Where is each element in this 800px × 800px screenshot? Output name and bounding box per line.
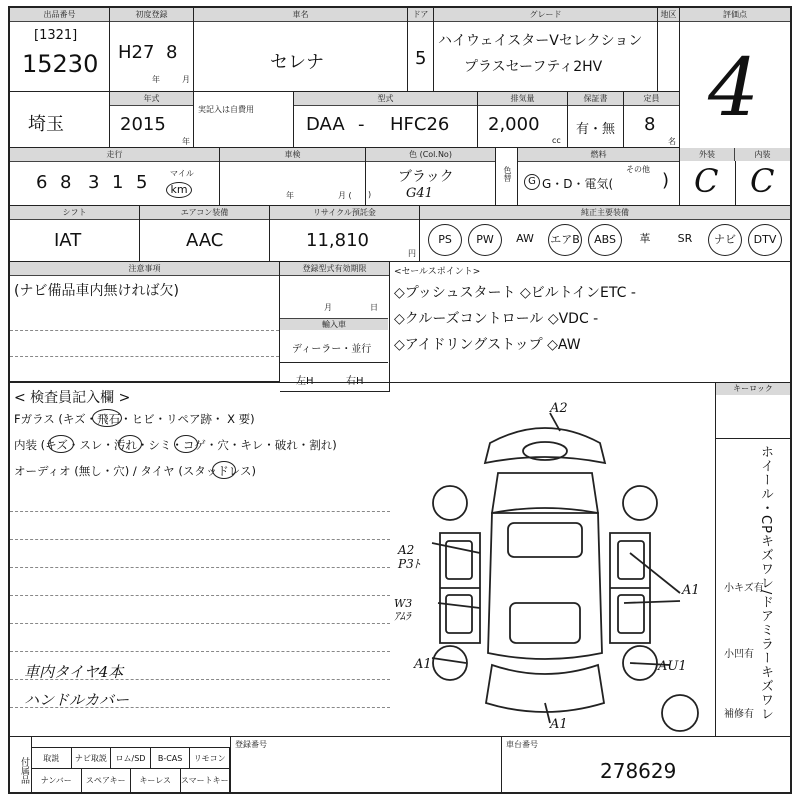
warranty-cell xyxy=(568,92,624,148)
region-cell xyxy=(10,92,110,148)
equipment-item: DTV xyxy=(748,224,782,256)
shift-header: シフト xyxy=(10,206,139,220)
doors-header: ドア xyxy=(408,8,433,22)
side-note-1: 小キズ有 xyxy=(724,583,764,594)
displacement-value: 2,000 xyxy=(488,114,540,135)
mileage-km-circle xyxy=(166,182,192,198)
capacity-cell xyxy=(624,92,680,148)
fuel-other-label: その他 xyxy=(626,165,650,174)
equipment-item: PS xyxy=(428,224,462,256)
reg-number-cell xyxy=(230,737,502,793)
displacement-cell xyxy=(478,92,568,148)
fuel-header: 燃料 xyxy=(518,148,679,162)
chassis-number: 278629 xyxy=(600,759,677,783)
mileage-digit-3: 3 xyxy=(88,172,100,193)
reg-box-dealer: ディーラー・並行 xyxy=(292,344,372,355)
color-side-label: 色替 xyxy=(503,166,512,182)
side-note-2: 小凹有 xyxy=(724,649,754,660)
fuel-options: G・D・電気( xyxy=(542,177,614,191)
accessory-bottom-item: スマートキー xyxy=(181,769,231,793)
damage-mark-left-front: A2 P3ﾄ xyxy=(398,543,420,571)
ac-value: AAC xyxy=(186,230,224,251)
equipment-item: SR xyxy=(677,232,693,245)
first-reg-era: H27 xyxy=(118,42,155,63)
ext-int-divider xyxy=(735,161,736,206)
key-lock-header: キーロック xyxy=(716,383,790,395)
bottom-row xyxy=(10,736,790,792)
inspection-header: 車検 xyxy=(220,148,365,162)
reg-box-day: 日 xyxy=(370,303,378,312)
int-header: 内装 xyxy=(735,148,790,161)
equipment-item: ABS xyxy=(588,224,622,256)
key-lock-box xyxy=(716,395,790,439)
car-name-cell xyxy=(194,8,408,92)
accessory-grid xyxy=(32,737,230,793)
model-prefix: DAA xyxy=(306,114,345,135)
lot-number-header: 出品番号 xyxy=(10,8,109,22)
equipment-item: 革 xyxy=(639,232,651,245)
shift-cell xyxy=(10,206,140,262)
mileage-header: 走行 xyxy=(10,148,219,162)
accessory-top-item: B-CAS xyxy=(151,747,191,769)
region-blank-cell xyxy=(658,8,680,92)
side-note-3: 補修有 xyxy=(724,709,754,720)
inspector-line-2: 内装 (キズ・スレ・汚れ・シミ・コゲ・穴・キレ・破れ・割れ) xyxy=(14,438,337,452)
lot-number: 15230 xyxy=(22,50,99,78)
notes-header: 注意事項 xyxy=(10,262,279,276)
score-value: 4 xyxy=(708,41,759,134)
fuel-close: ) xyxy=(662,170,670,191)
reg-box-divider xyxy=(280,362,388,363)
mark-circle-kizu xyxy=(48,435,74,453)
notes-cell xyxy=(10,262,280,382)
color-code: G41 xyxy=(406,186,433,201)
recycle-cell xyxy=(270,206,420,262)
doors-cell xyxy=(408,8,434,92)
inspector-line-3: オーディオ (無し・穴) / タイヤ (スタッドレス) xyxy=(14,464,256,478)
inspector-section xyxy=(10,382,716,736)
notes-text: (ナビ備品車内無ければ欠) xyxy=(14,283,179,299)
equipment-item: エアB xyxy=(548,224,582,256)
region-value: 埼玉 xyxy=(28,114,64,135)
grade-line1: ハイウェイスターVセレクション xyxy=(438,33,643,49)
accessory-label: 付属品 xyxy=(10,737,32,793)
first-reg-year-unit: 年 xyxy=(152,75,160,84)
sales-point-header: <セールスポイント> xyxy=(394,267,481,277)
inspection-year-label: 年 xyxy=(286,191,294,200)
equipment-item: PW xyxy=(468,224,502,256)
inspector-line xyxy=(10,539,390,540)
mark-circle-studless xyxy=(212,461,236,479)
damage-mark-front: A2 xyxy=(550,401,568,416)
ac-cell xyxy=(140,206,270,262)
warranty-value: 有・無 xyxy=(576,122,616,137)
color-side-cell xyxy=(496,148,518,206)
damage-mark-rear: A1 xyxy=(550,717,568,732)
reg-box-header: 登録型式有効期限 xyxy=(280,262,389,276)
region-code-header: 地区 xyxy=(658,8,679,22)
sales-point-1: ◇プッシュスタート ◇ビルトインETC - xyxy=(394,285,636,301)
sales-point-2: ◇クルーズコントロール ◇VDC - xyxy=(394,311,599,327)
fuel-g-circled: G xyxy=(528,176,536,187)
damage-mark-left-wheel: A1 xyxy=(414,657,432,672)
car-name: セレナ xyxy=(270,52,324,73)
recycle-value: 11,810 xyxy=(306,230,369,251)
mileage-mile-label: マイル xyxy=(170,169,194,178)
ext-header: 外装 xyxy=(680,148,735,161)
notes-line xyxy=(10,330,279,331)
side-column xyxy=(716,382,790,736)
grade-line2: プラスセーフティ2HV xyxy=(464,59,603,75)
inspection-close: ) xyxy=(368,190,372,199)
mileage-digit-5: 5 xyxy=(136,172,148,193)
accessory-top-item: リモコン xyxy=(190,747,230,769)
recycle-header: リサイクル預託金 xyxy=(270,206,419,220)
handwritten-note-2: ハンドルカバー xyxy=(24,691,130,709)
model-code: HFC26 xyxy=(390,114,450,135)
model-year-cell xyxy=(110,92,194,148)
lot-number-cell xyxy=(10,8,110,92)
model-year-unit: 年 xyxy=(182,137,190,146)
reg-box-month: 月 xyxy=(324,303,332,312)
capacity-value: 8 xyxy=(644,114,656,135)
model-dash: - xyxy=(358,114,365,135)
mark-circle-shimi xyxy=(174,435,198,453)
lot-sub: [1321] xyxy=(34,28,78,43)
reg-box-cell xyxy=(280,262,390,392)
side-vertical-label: ホイール・CPキズワレ/ドアミラーキズワレ xyxy=(758,445,773,722)
sales-point-cell xyxy=(390,262,790,382)
mark-circle-tobiishi xyxy=(92,409,122,427)
fuel-g-circle xyxy=(524,174,540,190)
equipment-item: AW xyxy=(516,232,534,245)
doors-value: 5 xyxy=(415,48,427,69)
inspector-line xyxy=(10,567,390,568)
first-reg-header: 初度登録 xyxy=(110,8,193,22)
grade-cell xyxy=(434,8,658,92)
accessory-bottom-item: スペアキー xyxy=(82,769,132,793)
model-year-note-cell xyxy=(194,92,294,148)
reg-box-import-label: 輸入車 xyxy=(280,318,388,330)
handwritten-note-1: 車内タイヤ4本 xyxy=(24,663,124,681)
car-diagram xyxy=(380,403,710,733)
accessory-top-item: 取説 xyxy=(32,747,72,769)
int-grade: C xyxy=(750,162,775,200)
mileage-km-label: km xyxy=(170,183,188,196)
model-year-note: 実記入は自費用 xyxy=(198,105,254,114)
inspector-line xyxy=(10,595,390,596)
shift-value: IAT xyxy=(54,230,82,251)
capacity-unit: 名 xyxy=(668,137,676,146)
accessory-bottom-item: ナンバー xyxy=(32,769,82,793)
accessory-top-item: ナビ取説 xyxy=(72,747,112,769)
inspection-month-label: 月 ( xyxy=(338,191,352,200)
inspection-cell xyxy=(220,148,366,206)
equipment-header: 純正主要装備 xyxy=(420,206,790,220)
color-cell xyxy=(366,148,496,206)
ext-int-cell xyxy=(680,148,790,206)
damage-mark-left-rear: W3 ｱﾑﾗ xyxy=(394,597,413,623)
model-year-header: 年式 xyxy=(110,92,193,106)
mark-circle-yogore xyxy=(118,435,142,453)
mileage-digit-4: 1 xyxy=(112,172,124,193)
equipment-cell xyxy=(420,206,790,262)
reg-box-right: 右H xyxy=(346,376,364,387)
score-header: 評価点 xyxy=(680,8,790,22)
chassis-label: 車台番号 xyxy=(506,740,538,749)
reg-box-left: 左H xyxy=(296,376,314,387)
chassis-cell xyxy=(502,737,790,793)
capacity-header: 定員 xyxy=(624,92,679,106)
recycle-unit: 円 xyxy=(408,249,416,258)
auction-sheet xyxy=(8,6,792,794)
mileage-digit-1: 6 xyxy=(36,172,48,193)
ext-grade: C xyxy=(694,162,719,200)
displacement-header: 排気量 xyxy=(478,92,567,106)
inspector-header: < 検査員記入欄 > xyxy=(14,390,131,406)
first-reg-month-unit: 月 xyxy=(182,75,190,84)
displacement-unit: cc xyxy=(552,136,561,145)
warranty-header: 保証書 xyxy=(568,92,623,106)
mileage-digit-2: 8 xyxy=(60,172,72,193)
inspector-line xyxy=(10,511,390,512)
first-reg-month: 8 xyxy=(166,42,178,63)
model-header: 型式 xyxy=(294,92,477,106)
model-year-value: 2015 xyxy=(120,114,166,135)
color-name: ブラック xyxy=(398,169,454,185)
color-header: 色 (Col.No) xyxy=(366,148,495,162)
damage-mark-right-wheel: AU1 xyxy=(658,659,687,674)
inspector-line xyxy=(10,623,390,624)
inspector-line-1: Fガラス (キズ・飛石・ヒビ・リペア跡・ X 要) xyxy=(14,412,255,426)
fuel-cell xyxy=(518,148,680,206)
accessory-top-item: ロム/SD xyxy=(111,747,151,769)
first-reg-cell xyxy=(110,8,194,92)
car-name-header: 車名 xyxy=(194,8,407,22)
equipment-item: ナビ xyxy=(708,224,742,256)
mileage-cell xyxy=(10,148,220,206)
ac-header: エアコン装備 xyxy=(140,206,269,220)
inspector-line xyxy=(10,651,390,652)
grade-header: グレード xyxy=(434,8,657,22)
damage-mark-right: A1 xyxy=(682,583,700,598)
sales-point-3: ◇アイドリングストップ ◇AW xyxy=(394,337,581,353)
reg-number-label: 登録番号 xyxy=(235,740,267,749)
notes-line xyxy=(10,356,279,357)
model-cell xyxy=(294,92,478,148)
accessory-bottom-item: キーレス xyxy=(131,769,181,793)
